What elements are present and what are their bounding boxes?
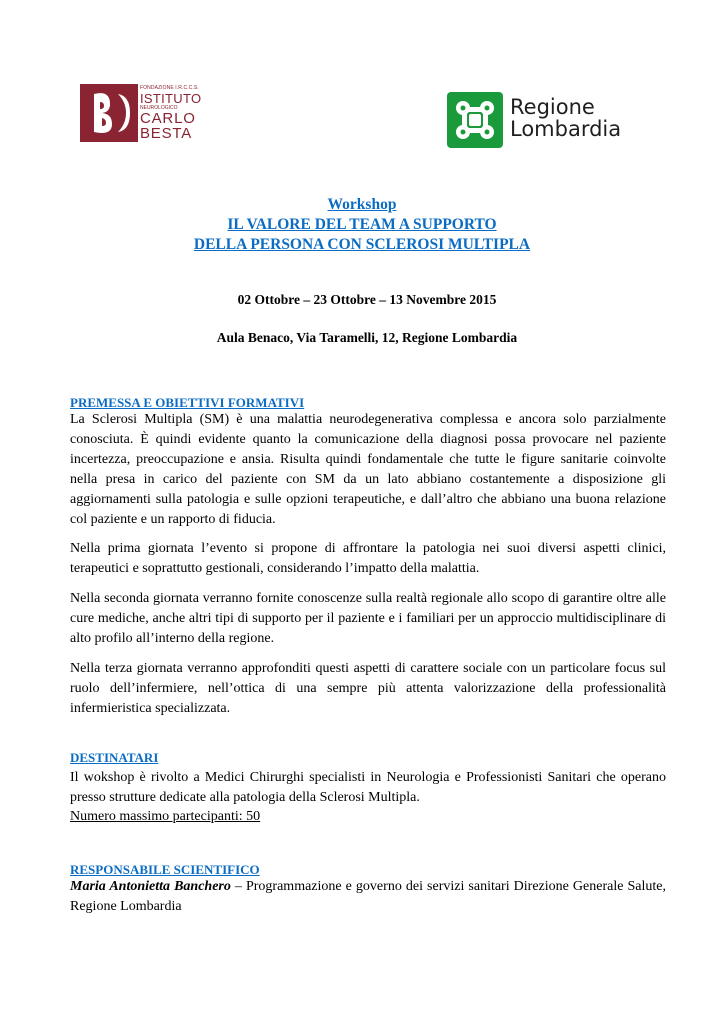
event-dates: 02 Ottobre – 23 Ottobre – 13 Novembre 2015 — [237, 292, 497, 307]
title-line-2: IL VALORE DEL TEAM A SUPPORTO — [227, 216, 497, 233]
destinatari-heading: DESTINATARI — [70, 750, 159, 765]
responsabile-name: Maria Antonietta Banchero — [70, 879, 231, 894]
premessa-paragraph-3: Nella seconda giornata verranno fornite conoscenze sulla realtà regionale allo scopo di garantire oltre alle cure mediche, anche altri tipi di supporto per il paziente e i familiari per un approccio multidisciplinare di alto profilo all’interno della regione. — [70, 591, 666, 646]
premessa-paragraph-1: La Sclerosi Multipla (SM) è una malattia neurodegenerativa complessa e ancora solo parzialmente conosciuta. È quindi evidente quanto la comunicazione della diagnosi possa provocare nel paziente incertezza, preoccupazione e ansia. Risulta quindi fondamentale che tutte le figure sanitarie coinvolte nella presa in carico del paziente con SM da un lato abbiano costantemente a disposizione gli aggiornamenti sulla patologia e sulle opzioni terapeutiche, e dall’altro che abbiano una buona relazione col paziente e un rapporto di fiducia. — [70, 412, 666, 527]
regione-lombardia-logo-text — [510, 96, 621, 140]
besta-logo — [80, 84, 200, 144]
besta-line-5: BESTA — [140, 125, 193, 142]
responsabile-text — [70, 877, 666, 917]
regione-lombardia-logo — [447, 92, 637, 148]
max-participants: Numero massimo partecipanti: 50 — [70, 809, 261, 824]
besta-line-4: CARLO — [140, 110, 196, 127]
responsabile-heading: RESPONSABILE SCIENTIFICO — [70, 862, 260, 877]
besta-line-1: FONDAZIONE I.R.C.C.S. — [140, 85, 199, 91]
destinatari-text: Il wokshop è rivolto a Medici Chirurghi specialisti in Neurologia e Professionisti Sanitari che operano presso strutture dedicate alla patologia della Sclerosi Multipla. — [70, 770, 666, 805]
title-line-1: Workshop — [327, 196, 397, 213]
besta-logo-mark — [80, 84, 138, 142]
regione-line-1: Regione — [510, 95, 595, 119]
workshop-title — [0, 195, 724, 255]
besta-line-3: NEUROLOGICO — [140, 105, 178, 111]
regione-lombardia-logo-mark — [447, 92, 503, 148]
regione-line-2: Lombardia — [510, 117, 622, 141]
besta-logo-text — [140, 86, 210, 141]
premessa-paragraph-2: Nella prima giornata l’evento si propone di affrontare la patologia nei suoi diversi aspetti clinici, terapeutici e soprattutto gestionali, considerando l’impatto della malattia. — [70, 541, 666, 576]
besta-line-2: ISTITUTO — [140, 91, 202, 106]
premessa-heading: PREMESSA E OBIETTIVI FORMATIVI — [70, 395, 305, 410]
title-line-3: DELLA PERSONA CON SCLEROSI MULTIPLA — [193, 236, 531, 253]
event-venue: Aula Benaco, Via Taramelli, 12, Regione Lombardia — [216, 330, 518, 345]
responsabile-role: – Programmazione e governo dei servizi sanitari Direzione Generale Salute, Regione Lombardia — [70, 879, 666, 914]
premessa-paragraph-4: Nella terza giornata verranno approfonditi questi aspetti di carattere sociale con un particolare focus sul ruolo dell’infermiere, nell’ottica di una sempre più attenta valorizzazione della professionalità infermieristica specializzata. — [70, 661, 666, 716]
